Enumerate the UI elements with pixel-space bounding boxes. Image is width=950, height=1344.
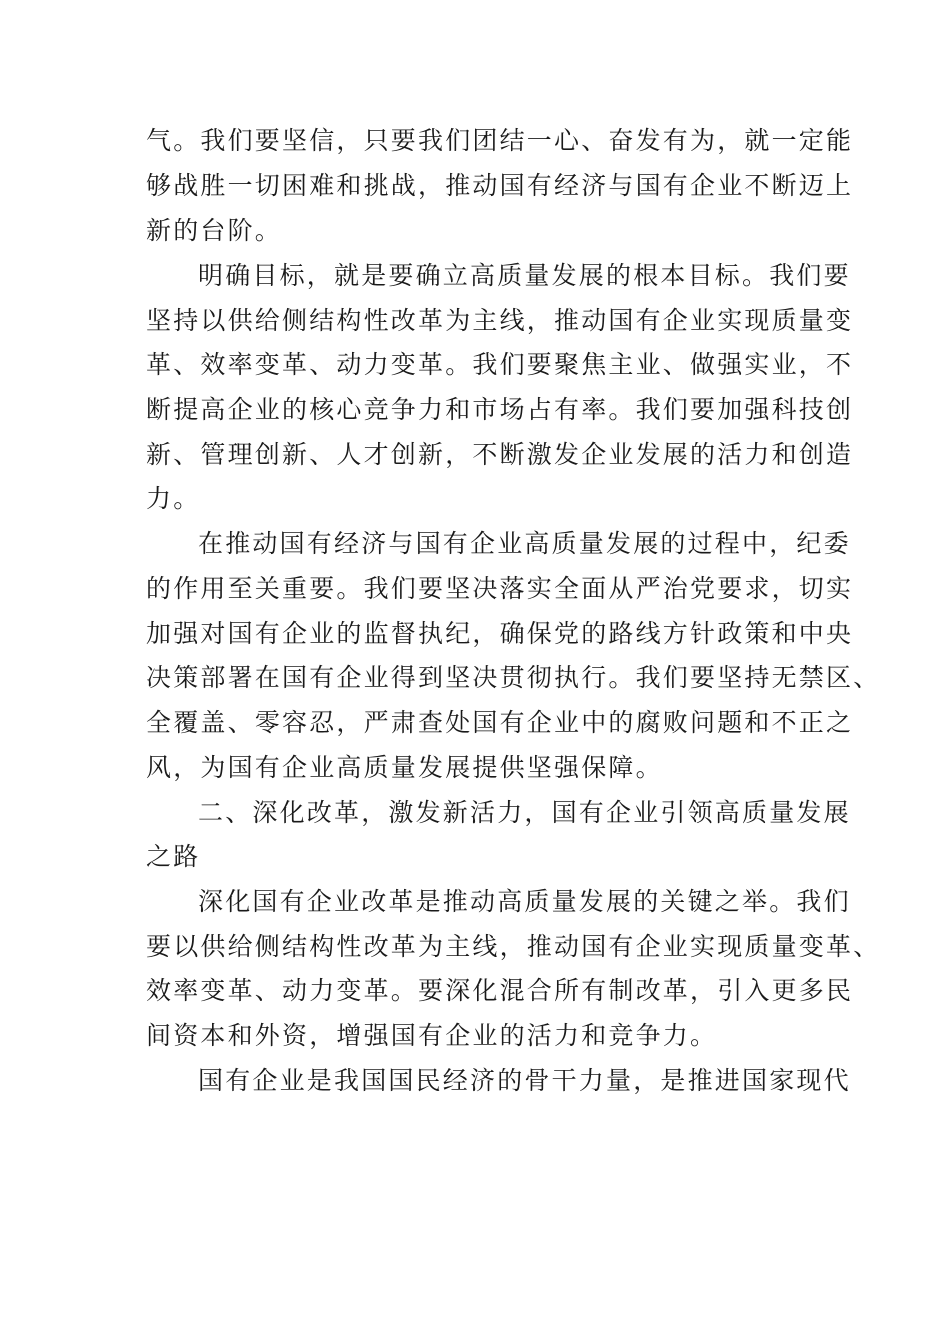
text-line: 效率变革、动力变革。要深化混合所有制改革，引入更多民	[146, 976, 854, 1005]
paragraph-first-line: 深化国有企业改革是推动高质量发展的关键之举。我们	[198, 887, 851, 916]
text-line: 间资本和外资，增强国有企业的活力和竞争力。	[146, 1021, 718, 1050]
paragraph-first-line: 明确目标，就是要确立高质量发展的根本目标。我们要	[198, 261, 851, 290]
text-line: 决策部署在国有企业得到坚决贯彻执行。我们要坚持无禁区、	[146, 663, 881, 692]
text-line: 的作用至关重要。我们要坚决落实全面从严治党要求，切实	[146, 574, 854, 603]
text-line: 新、管理创新、人才创新，不断激发企业发展的活力和创造	[146, 440, 854, 469]
text-line: 要以供给侧结构性改革为主线，推动国有企业实现质量变革、	[146, 932, 881, 961]
text-line: 加强对国有企业的监督执纪，确保党的路线方针政策和中央	[146, 619, 854, 648]
text-line: 够战胜一切困难和挑战，推动国有经济与国有企业不断迈上	[146, 171, 854, 200]
text-line: 新的台阶。	[146, 216, 283, 245]
paragraph-first-line: 国有企业是我国国民经济的骨干力量，是推进国家现代	[198, 1066, 851, 1095]
text-line: 力。	[146, 484, 201, 513]
text-line: 全覆盖、零容忍，严肃查处国有企业中的腐败问题和不正之	[146, 708, 854, 737]
text-line: 风，为国有企业高质量发展提供坚强保障。	[146, 753, 663, 782]
text-line: 坚持以供给侧结构性改革为主线，推动国有企业实现质量变	[146, 306, 854, 335]
text-line: 革、效率变革、动力变革。我们要聚焦主业、做强实业，不	[146, 350, 854, 379]
paragraph-first-line: 在推动国有经济与国有企业高质量发展的过程中，纪委	[198, 529, 851, 558]
text-line: 断提高企业的核心竞争力和市场占有率。我们要加强科技创	[146, 395, 854, 424]
section-heading-continuation: 之路	[146, 842, 201, 871]
text-line: 气。我们要坚信，只要我们团结一心、奋发有为，就一定能	[146, 126, 854, 155]
section-heading: 二、深化改革，激发新活力，国有企业引领高质量发展	[198, 798, 851, 827]
